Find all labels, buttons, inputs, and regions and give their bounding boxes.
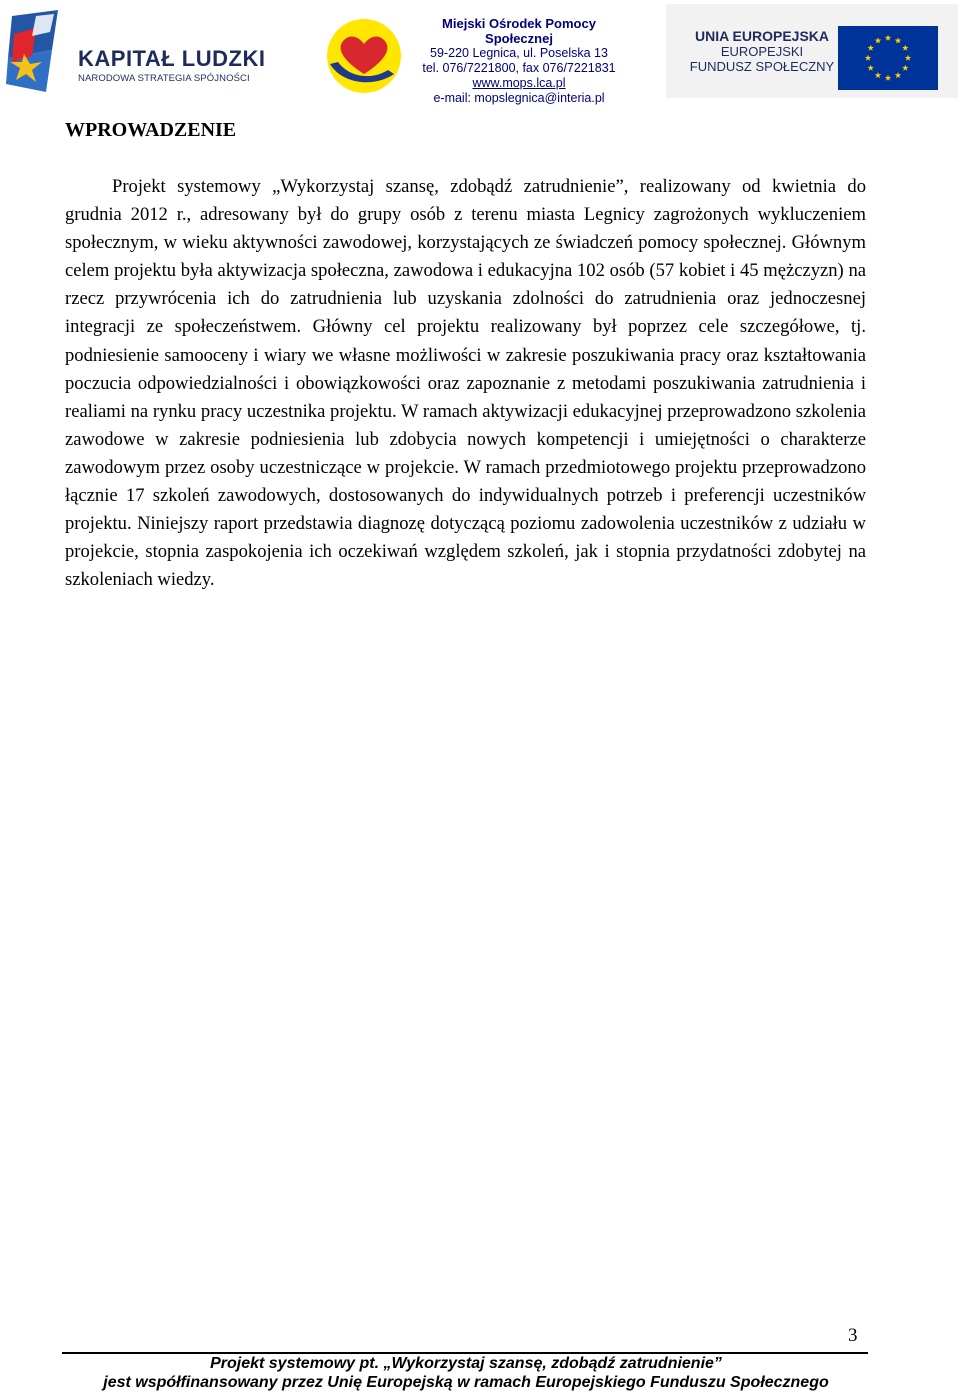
page-header bbox=[0, 0, 960, 105]
kapital-ludzki-subtitle: NARODOWA STRATEGIA SPÓJNOŚCI bbox=[78, 73, 250, 84]
mops-name: Miejski Ośrodek Pomocy Społecznej bbox=[442, 16, 596, 46]
section-heading: WPROWADZENIE bbox=[65, 119, 237, 141]
eu-line-fund: FUNDUSZ SPOŁECZNY bbox=[689, 59, 835, 74]
page-number: 3 bbox=[848, 1325, 858, 1346]
footer-line-project: Projekt systemowy pt. „Wykorzystaj szansę, zdobądź zatrudnienie” bbox=[210, 1355, 722, 1372]
eu-line-union: UNIA EUROPEJSKA bbox=[694, 28, 830, 44]
footer-text bbox=[0, 1354, 932, 1392]
mops-heart-logo bbox=[322, 14, 408, 94]
mops-phone: tel. 076/7221800, fax 076/7221831 bbox=[422, 61, 616, 75]
kapital-ludzki-emblem-icon bbox=[6, 10, 66, 92]
intro-paragraph: Projekt systemowy „Wykorzystaj szansę, zdobądź zatrudnienie”, realizowany od kwietnia do grudnia 2012 r., adresowany był do grupy osób z terenu miasta Legnicy zagrożonych wykluczeniem społecznym, w wieku aktywności zawodowej, korzystających ze świadczeń pomocy społecznej. Głównym celem projektu była aktywizacja społeczna, zawodowa i edukacyjna 102 osób (57 kobiet i 45 mężczyzn) na rzecz przywrócenia ich do zatrudnienia lub uzyskania zdolności do zatrudnienia oraz jednoczesnej integracji ze społeczeństwem. Główny cel projektu realizowany był poprzez cele szczegółowe, tj. podniesienie samooceny i wiary we własne możliwości w zakresie poszukiwania pracy oraz kształtowania poczucia odpowiedzialności i obowiązkowości oraz zapoznanie z metodami poszukiwania zatrudnienia i realiami na rynku pracy uczestnika projektu. W ramach aktywizacji edukacyjnej przeprowadzono szkolenia zawodowe w zakresie podniesienia lub zdobycia nowych kompetencji i umiejętności o charakterze zawodowym przez osoby uczestniczące w projekcie. W ramach przedmiotowego projektu przeprowadzono łącznie 17 szkoleń zawodowych, dostosowanych do indywidualnych potrzeb i preferencji uczestników projektu. Niniejszy raport przedstawia diagnozę dotyczącą poziomu zadowolenia uczestników z udziału w projekcie, stopnia zaspokojenia ich oczekiwań względem szkoleń, jak i stopnia przydatności zdobytej na szkoleniach wiedzy. bbox=[65, 176, 866, 591]
heart-hand-icon bbox=[322, 14, 408, 94]
mops-contact-block bbox=[408, 16, 630, 106]
eu-flag-icon bbox=[838, 26, 938, 90]
eu-logo-block bbox=[666, 4, 958, 98]
eu-line-european: EUROPEJSKI bbox=[720, 44, 804, 59]
mops-website-link[interactable]: www.mops.lca.pl bbox=[472, 76, 566, 90]
mops-address: 59-220 Legnica, ul. Poselska 13 bbox=[430, 46, 608, 60]
kapital-ludzki-title: KAPITAŁ LUDZKI bbox=[78, 46, 266, 71]
kapital-ludzki-logo bbox=[6, 10, 266, 92]
footer-line-cofinancing: jest współfinansowany przez Unię Europejską w ramach Europejskiego Funduszu Społecznego bbox=[103, 1374, 829, 1391]
mops-email: e-mail: mopslegnica@interia.pl bbox=[433, 91, 605, 105]
eu-text bbox=[684, 29, 840, 74]
